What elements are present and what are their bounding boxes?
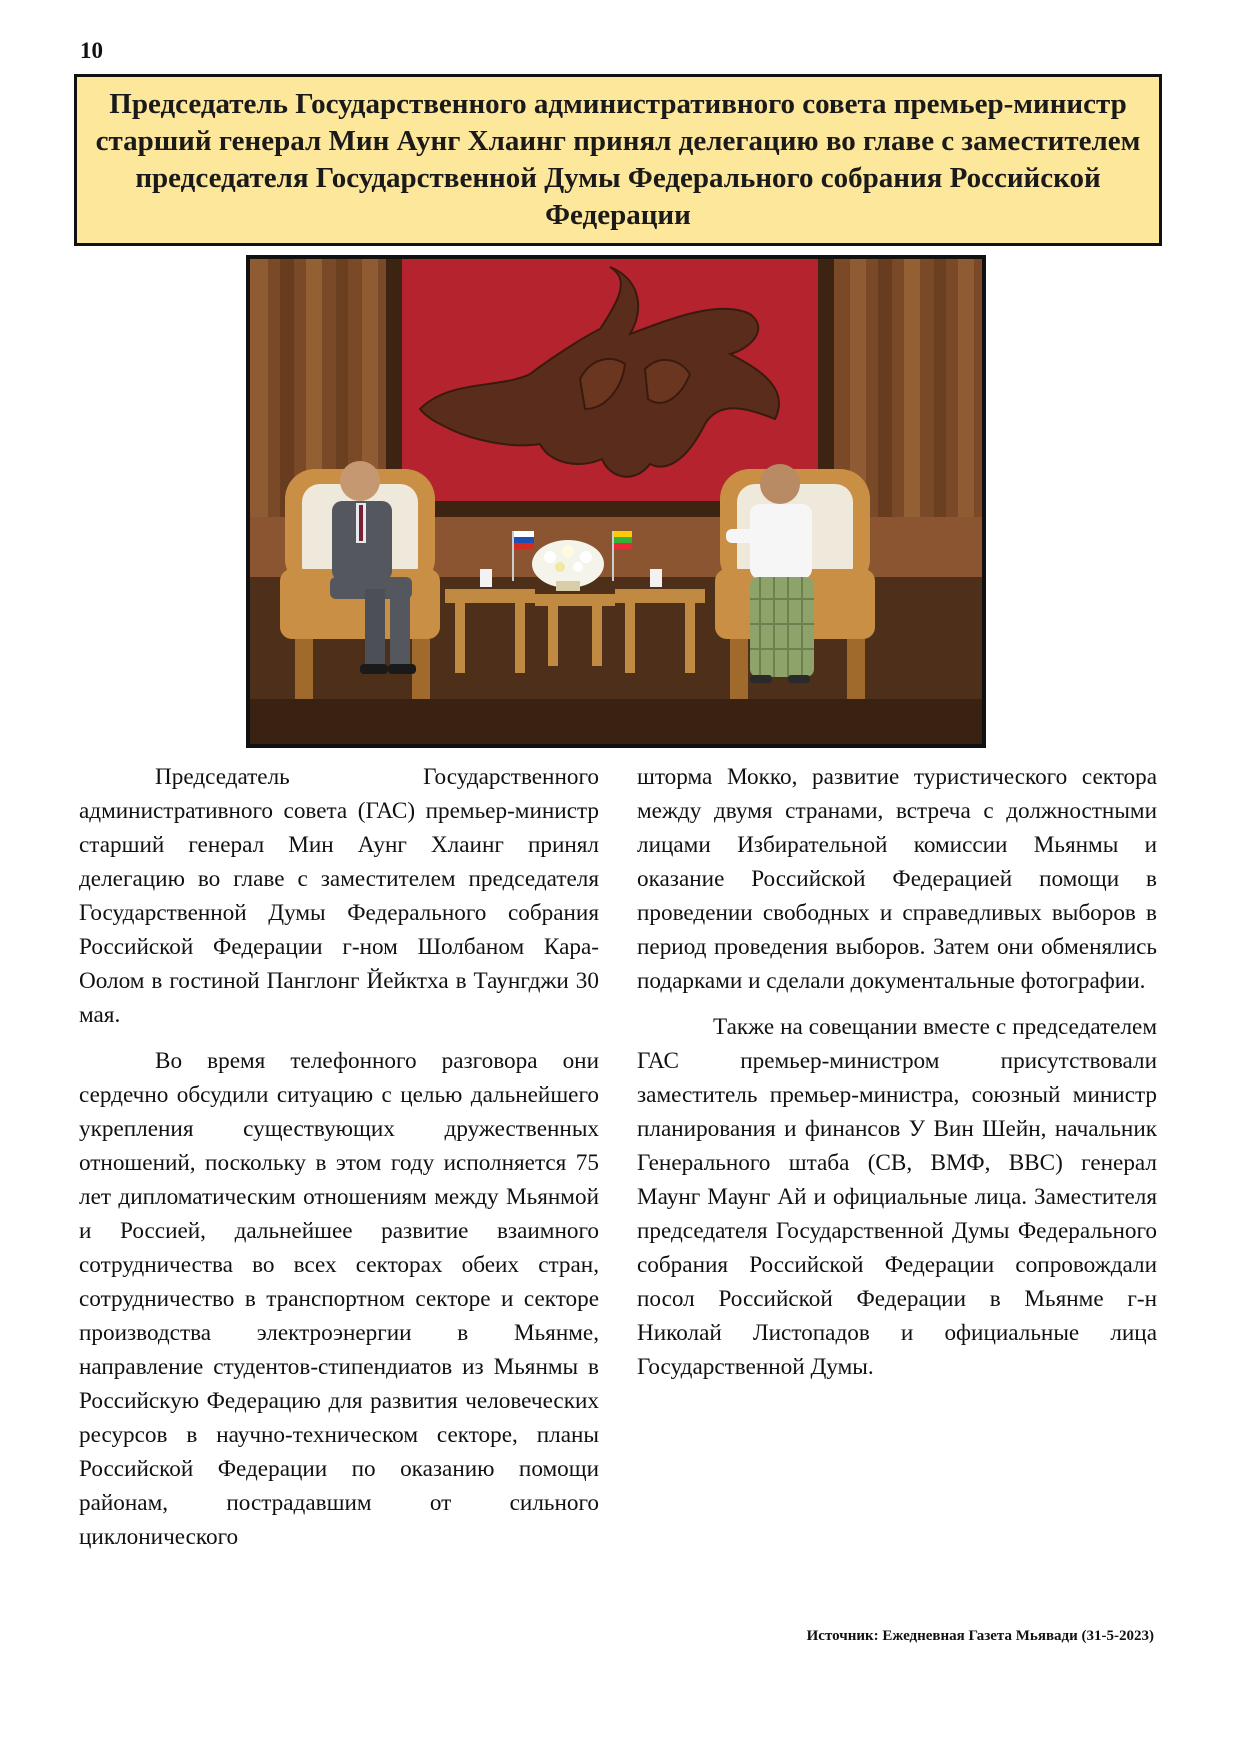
paragraph-1: Председатель Государственного административного совета (ГАС) премьер-министр старший генерал Мин Аунг Хлаинг принял делегацию во главе с заместителем председателя Государственной Думы Федерального собрания Российской Федерации г-ном Шолбаном Кара-Оолом в гостиной Панглонг Йейктха в Таунгджи 30 мая. [79,764,599,1028]
article-left-column [79,760,599,1566]
headline: Председатель Государственного административного совета премьер-министр старший генерал Мин Аунг Хлаинг принял делегацию во главе с заместителем председателя Государственной Думы Федерального собрания Российской Федерации [95,88,1141,231]
meeting-photo [246,255,986,748]
page-number: 10 [80,38,103,63]
cup-right [650,569,662,587]
paragraph-2: Во время телефонного разговора они сердечно обсудили ситуацию с целью дальнейшего укрепления существующих дружественных отношений, поскольку в этом году исполняется 75 лет дипломатическим отношениям между Мьянмой и Россией, дальнейшее развитие взаимного сотрудничества во всех секторах обеих стран, сотрудничество в транспортном секторе и секторе производства электроэнергии в Мьянме, направление студентов-стипендиатов из Мьянмы в Российскую Федерацию для развития человеческих ресурсов в научно-техническом секторе, планы Российской Федерации по оказанию помощи районам, пострадавшим от сильного циклонического [79,1048,599,1550]
paragraph-3: Также на совещании вместе с председателем ГАС премьер-министром присутствовали заместитель премьер-министра, союзный министр планирования и финансов У Вин Шейн, начальник Генерального штаба (СВ, ВМФ, ВВС) генерал Маунг Маунг Ай и официальные лица. Заместителя председателя Государственной Думы Федерального собрания Российской Федерации сопровождали посол Российской Федерации в Мьянме г-н Николай Листопадов и официальные лица Государственной Думы. [637,1014,1157,1380]
headline-box [74,74,1162,246]
paragraph-2-continued: шторма Мокко, развитие туристического сектора между двумя странами, встреча с должностными лицами Избирательной комиссии Мьянмы и оказание Российской Федерацией помощи в проведении свободных и справедливых выборов в период проведения выборов. Затем они обменялись подарками и сделали документальные фотографии. [637,764,1157,994]
cup-left [480,569,492,587]
article-right-column [637,760,1157,1396]
source-credit: Источник: Ежедневная Газета Мьявади (31-5-2023) [806,1628,1154,1644]
